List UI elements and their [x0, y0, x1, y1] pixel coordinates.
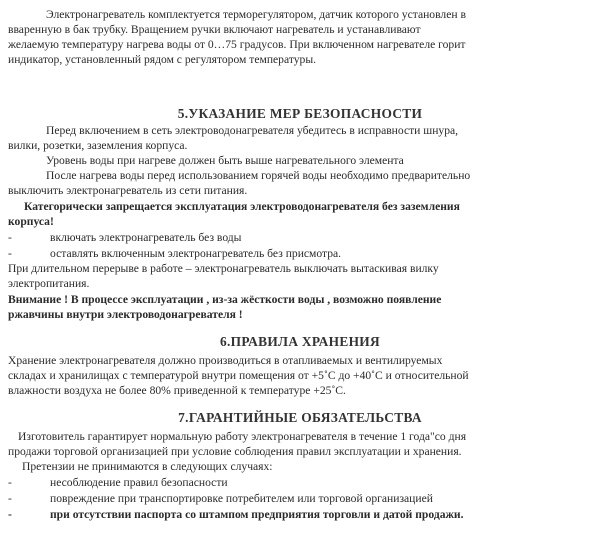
- s5-para3-line2: выключить электронагреватель из сети питания.: [8, 184, 248, 197]
- list-dash: -: [8, 231, 12, 244]
- intro-line-3: желаемую температуру нагрева воды от 0…75 градусов. При включенном нагревателе горит: [8, 38, 466, 51]
- section-6-title: 6.ПРАВИЛА ХРАНЕНИЯ: [220, 334, 380, 349]
- list-dash: -: [8, 247, 12, 260]
- s5-warning-line1: Категорически запрещается эксплуатация электроводонагревателя без заземления: [24, 200, 460, 213]
- s7-list-item-2: повреждение при транспортировке потребителем или торговой организацией: [50, 492, 433, 505]
- s5-list-item-2: оставлять включенным электронагреватель без присмотра.: [50, 247, 342, 260]
- s7-line-2: продажи торговой организацией при условие соблюдения правил эксплуатации и хранения.: [8, 445, 462, 458]
- s5-attention-line1: Внимание ! В процессе эксплуатации , из-за жёсткости воды , возможно появление: [8, 293, 442, 306]
- s7-list-item-3: при отсутствии паспорта со штампом предприятия торговли и датой продажи.: [50, 508, 464, 521]
- s5-list-item-1: включать электронагреватель без воды: [50, 231, 242, 244]
- s6-line-1: Хранение электронагревателя должно производиться в отапливаемых и вентилируемых: [8, 354, 443, 367]
- s6-line-2: складах и хранилищах с температурой внутри помещения от +5˚С до +40˚С и относительной: [8, 369, 469, 382]
- s5-para4-line1: При длительном перерыве в работе – электронагреватель выключать вытаскивая вилку: [8, 262, 439, 275]
- intro-line-2: вваренную в бак трубку. Вращением ручки включают нагреватель и устанавливают: [8, 23, 421, 36]
- s7-line-1: Изготовитель гарантирует нормальную работу электронагревателя в течение 1 года"со дня: [18, 430, 467, 443]
- s7-line-3: Претензии не принимаются в следующих случаях:: [22, 460, 273, 473]
- s7-list-item-1: несоблюдение правил безопасности: [50, 476, 228, 489]
- list-dash: -: [8, 508, 12, 521]
- list-dash: -: [8, 476, 12, 489]
- s5-para2: Уровень воды при нагреве должен быть выше нагревательного элемента: [46, 154, 404, 167]
- section-7-title: 7.ГАРАНТИЙНЫЕ ОБЯЗАТЕЛЬСТВА: [178, 410, 422, 425]
- list-dash: -: [8, 492, 12, 505]
- intro-line-4: индикатор, установленный рядом с регулятором температуры.: [8, 53, 317, 66]
- s5-attention-line2: ржавчины внутри электроводонагревателя !: [8, 308, 243, 321]
- s5-para3-line1: После нагрева воды перед использованием горячей воды необходимо предварительно: [46, 169, 471, 182]
- intro-line-1: Электронагреватель комплектуется терморегулятором, датчик которого установлен в: [46, 8, 466, 21]
- section-5-title: 5.УКАЗАНИЕ МЕР БЕЗОПАСНОСТИ: [177, 106, 423, 121]
- s5-para1-line2: вилки, розетки, заземления корпуса.: [8, 139, 188, 152]
- s6-line-3: влажности воздуха не более 80% приведенной к температуре +25˚С.: [8, 384, 346, 397]
- s5-para1-line1: Перед включением в сеть электроводонагревателя убедитесь в исправности шнура,: [46, 124, 459, 137]
- s5-para4-line2: электропитания.: [8, 277, 90, 290]
- s5-warning-line2: корпуса!: [8, 215, 54, 228]
